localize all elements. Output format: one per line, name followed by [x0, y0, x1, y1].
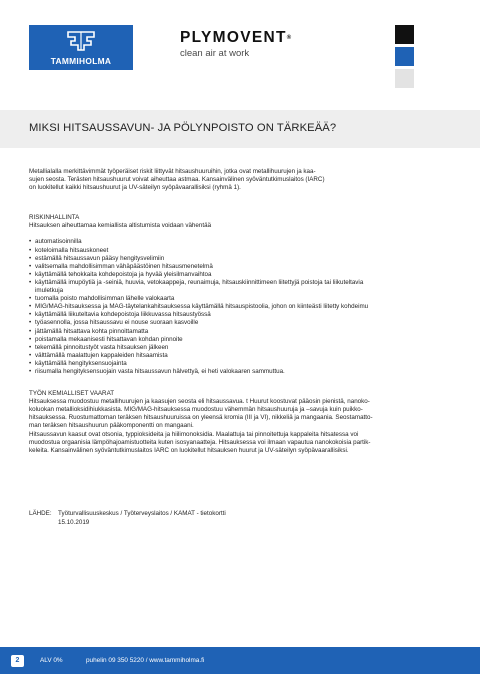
plymovent-brand	[180, 29, 291, 47]
hazard-line: Hitsauksessa muodostuu metallihuurujen ja kaasujen seosta eli hitsaussavua. t Huurut koostuvat pääosin pienistä, nanoko-	[29, 398, 370, 406]
source-row	[29, 510, 226, 519]
vat-note: ALV 0%	[40, 657, 63, 664]
risk-list	[29, 238, 455, 376]
risk-heading: RISKINHALLINTA	[29, 214, 80, 222]
list-item: • riisumalla hengityksensuojain vasta hitsaussavun hälvettyä, ei heti valokaaren sammuttua.	[29, 368, 455, 376]
intro-line: on luokitellut kaikki hitsaushuurut ja UV-säteilyn syöpävaarallisiksi (ryhmä 1).	[29, 184, 241, 192]
document-body	[29, 168, 455, 455]
source-text: Työturvallisuuskeskus / Työterveyslaitos / KAMAT - tietokortti	[58, 510, 226, 517]
hazard-line: keleita. Kansainvälinen syöväntutkimuslaitos IARC on luokitellut hitsauksen huurut ja UV-säteilyn syöpävaarallisiksi.	[29, 446, 349, 454]
source-date: 15.10.2019	[58, 518, 90, 526]
hazard-line: man teräksen hitsaushuurun pääkomponentti on mangaani.	[29, 422, 194, 430]
source-date-row	[29, 519, 226, 528]
page-title: MIKSI HITSAUSSAVUN- JA PÖLYNPOISTO ON TÄRKEÄÄ?	[29, 122, 337, 134]
plymovent-brand-name: PLYMOVENT	[180, 29, 287, 46]
plymovent-logo	[180, 29, 291, 59]
tammiholma-logo	[29, 25, 133, 70]
tammiholma-logo-text: TAMMIHOLMA	[50, 56, 112, 66]
source-label: LÄHDE:	[29, 510, 52, 517]
list-item: • koteloimalla hitsauskoneet	[29, 247, 455, 255]
title-band	[0, 110, 480, 148]
list-item: • käyttämällä liikuteltavia kohdepoistoja liikkuvassa hitsaustyössä	[29, 311, 455, 319]
list-item: • jättämällä hitsattava kohta pinnoittamatta	[29, 328, 455, 336]
list-item: • estämällä hitsaussavun pääsy hengitysvelimiin	[29, 255, 455, 263]
list-item: • käyttämällä hengityksensuojainta	[29, 360, 455, 368]
hazard-line: koluokan metallioksidihiukkasista. MIG/MAG-hitsauksessa muodostuu vähemmän hitsaushuuruja ja –savuja kuin puikko-	[29, 406, 363, 414]
contact-info: puhelin 09 350 5220 / www.tammiholma.fi	[86, 657, 205, 664]
hazard-line: hitsauksessa. Ruostumattoman teräksen hitsaushuuruissa on yleensä kromia (III ja VI), nikkeliä ja mangaania. Seostamatto-	[29, 414, 373, 422]
tammiholma-emblem-icon	[67, 29, 95, 51]
hazard-line: Hitsaussavun kaasut ovat otsonia, typpioksideita ja hiilimonoksidia. Maalattuja tai pinnoitettuja kappaleita hitsatessa voi	[29, 430, 359, 438]
list-item: • poistamalla mekaanisesti hitsattavan kohdan pinnoite	[29, 336, 455, 344]
hazard-heading: TYÖN KEMIALLISET VAARAT	[29, 390, 115, 398]
decor-square-blue	[395, 47, 414, 66]
footer-bar	[0, 647, 480, 674]
list-item: • valitsemalla mahdollisimman vähäpäästöinen hitsausmenetelmä	[29, 263, 455, 271]
hazard-line: muodostua orgaanisia lämpöhajoamistuotteita kuten isosyanaatteja. Hitsauksessa voi ilmaan vapautua nanokokoisia partik-	[29, 438, 371, 446]
decor-square-grey	[395, 69, 414, 88]
list-item: • käyttämällä tehokkaita kohdepoistoja ja hyvää yleisilmanvaihtoa	[29, 271, 455, 279]
plymovent-slogan: clean air at work	[180, 48, 250, 59]
list-item: • työasennolla, jossa hitsaussavu ei nouse suoraan kasvoille	[29, 319, 455, 327]
list-item: • automatisoinnilla	[29, 238, 455, 246]
list-item-continuation: imuletkuja	[35, 287, 64, 295]
intro-line: sujen seosta. Terästen hitsaushuurut voivat aiheuttaa astmaa. Kansainvälinen syöväntutkimuslaitos (IARC)	[29, 176, 325, 184]
page-number: 2	[11, 655, 24, 667]
list-item: • tekemällä pinnoitustyöt vasta hitsauksen jälkeen	[29, 344, 455, 352]
intro-line: Metallialalla merkittävimmät työperäiset riskit liittyvät hitsaushuuruihin, jotka ovat metallihuurujen ja kaa-	[29, 168, 316, 175]
list-item: • välttämällä maalattujen kappaleiden hitsaamista	[29, 352, 455, 360]
decor-square-black	[395, 25, 414, 44]
list-item: • käyttämällä imupöytiä ja -seiniä, huuvia, vetokaappeja, reunaimuja, hitsauskiinnittimeen liitettyjä poistoja tai liikuteltavia	[29, 279, 455, 287]
source-block	[29, 510, 226, 527]
registered-mark: ®	[286, 35, 292, 41]
risk-lead: Hitsauksen aiheuttamaa kemiallista altistumista voidaan vähentää	[29, 222, 212, 230]
list-item: • tuomalla poisto mahdollisimman lähelle valokaarta	[29, 295, 455, 303]
list-item: • MIG/MAG-hitsauksessa ja MAG-täytelankahitsauksessa käyttämällä hitsauspistoolia, johon on kiinteästi liitetty kohdeimu	[29, 303, 455, 311]
